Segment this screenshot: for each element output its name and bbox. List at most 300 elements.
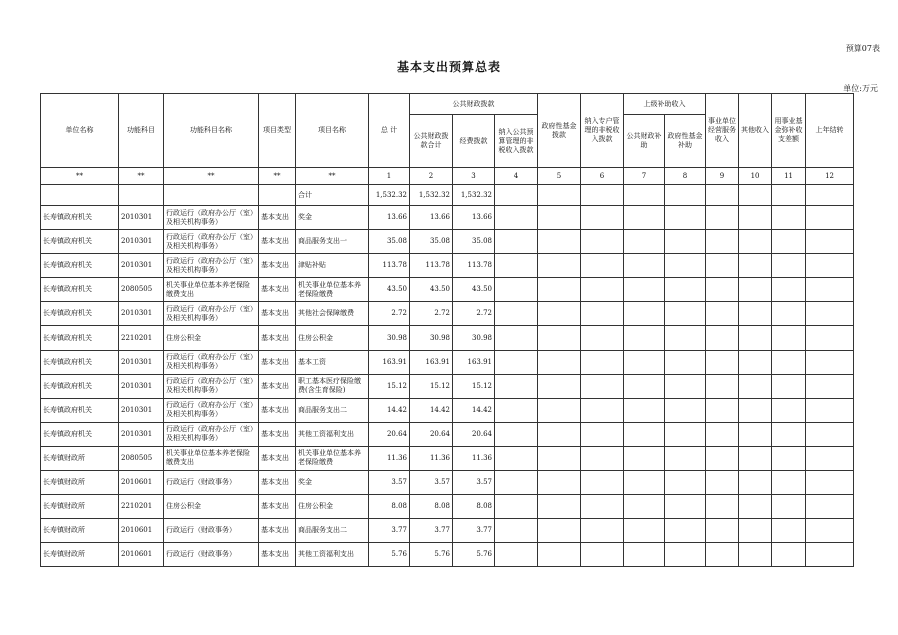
header-fund-balance: 用事业基金弥补收支差额: [772, 94, 806, 168]
row-proj-type: 基本支出: [259, 206, 296, 230]
index-cell: 12: [806, 168, 854, 185]
empty-cell: [624, 278, 665, 302]
row-pf-total: 43.50: [410, 278, 453, 302]
row-func-code: 2010301: [119, 206, 164, 230]
table-row: [41, 519, 854, 543]
row-func-name: 住房公积金: [164, 495, 259, 519]
row-unit: 长寿镇政府机关: [41, 302, 119, 326]
empty-cell: [739, 302, 772, 326]
row-func-code: 2010301: [119, 302, 164, 326]
table-row: [41, 206, 854, 230]
empty-cell: [665, 230, 706, 254]
empty-cell: [772, 398, 806, 422]
empty-cell: [772, 543, 806, 567]
empty-cell: [806, 543, 854, 567]
empty-cell: [581, 495, 624, 519]
row-func-name: 行政运行（政府办公厅（室）及相关机构事务）: [164, 302, 259, 326]
empty-cell: [706, 422, 739, 446]
row-unit: 长寿镇财政所: [41, 471, 119, 495]
row-pf-total: 3.77: [410, 519, 453, 543]
row-proj-type: 基本支出: [259, 471, 296, 495]
form-number: 预算07表: [845, 44, 880, 53]
empty-cell: [665, 471, 706, 495]
row-unit: 长寿镇财政所: [41, 495, 119, 519]
row-unit: 长寿镇政府机关: [41, 206, 119, 230]
empty-cell: [538, 495, 581, 519]
empty-cell: [706, 374, 739, 398]
table-row: [41, 422, 854, 446]
index-cell: 7: [624, 168, 665, 185]
empty-cell: [495, 495, 538, 519]
table-row: [41, 326, 854, 350]
empty-cell: [739, 254, 772, 278]
empty-cell: [624, 398, 665, 422]
empty-cell: [772, 254, 806, 278]
empty-cell: [624, 350, 665, 374]
budget-table: [40, 93, 854, 567]
row-proj-name: 其他社会保障缴费: [296, 302, 369, 326]
empty-cell: [739, 398, 772, 422]
header-gov-fund: 政府性基金拨款: [538, 94, 581, 168]
row-total: 13.66: [369, 206, 410, 230]
row-proj-type: 基本支出: [259, 350, 296, 374]
row-pf-funds: 30.98: [453, 326, 495, 350]
empty-cell: [739, 350, 772, 374]
row-proj-type: 基本支出: [259, 446, 296, 470]
empty-cell: [495, 398, 538, 422]
empty-cell: [581, 350, 624, 374]
row-func-code: 2010301: [119, 422, 164, 446]
empty-cell: [581, 278, 624, 302]
row-proj-type: 基本支出: [259, 495, 296, 519]
table-row: [41, 278, 854, 302]
index-cell: **: [164, 168, 259, 185]
row-unit: 长寿镇财政所: [41, 446, 119, 470]
row-proj-name: 住房公积金: [296, 326, 369, 350]
empty-cell: [538, 326, 581, 350]
row-proj-name: 奖金: [296, 206, 369, 230]
row-func-code: 2010601: [119, 543, 164, 567]
summary-empty-cell: [706, 185, 739, 206]
empty-cell: [706, 446, 739, 470]
row-unit: 长寿镇政府机关: [41, 230, 119, 254]
empty-cell: [739, 326, 772, 350]
empty-cell: [739, 278, 772, 302]
row-pf-total: 15.12: [410, 374, 453, 398]
summary-pf-funds: 1,532.32: [453, 185, 495, 206]
empty-cell: [495, 230, 538, 254]
row-pf-total: 11.36: [410, 446, 453, 470]
row-func-name: 行政运行（政府办公厅（室）及相关机构事务）: [164, 398, 259, 422]
empty-cell: [538, 398, 581, 422]
row-total: 11.36: [369, 446, 410, 470]
index-cell: 10: [739, 168, 772, 185]
empty-cell: [739, 495, 772, 519]
row-proj-name: 其他工资福利支出: [296, 422, 369, 446]
summary-label: 合计: [296, 185, 369, 206]
header-last-year: 上年结转: [806, 94, 854, 168]
row-unit: 长寿镇财政所: [41, 543, 119, 567]
table-row: [41, 230, 854, 254]
empty-cell: [624, 543, 665, 567]
empty-cell: [739, 422, 772, 446]
row-pf-total: 113.78: [410, 254, 453, 278]
row-func-name: 行政运行（财政事务）: [164, 471, 259, 495]
index-cell: **: [296, 168, 369, 185]
row-pf-funds: 8.08: [453, 495, 495, 519]
row-func-code: 2010301: [119, 254, 164, 278]
row-pf-total: 35.08: [410, 230, 453, 254]
index-cell: **: [119, 168, 164, 185]
row-proj-name: 商品服务支出二: [296, 398, 369, 422]
empty-cell: [624, 422, 665, 446]
row-pf-funds: 3.77: [453, 519, 495, 543]
header-proj-type: 项目类型: [259, 94, 296, 168]
row-total: 3.77: [369, 519, 410, 543]
empty-cell: [739, 519, 772, 543]
empty-cell: [706, 471, 739, 495]
empty-cell: [581, 230, 624, 254]
empty-cell: [624, 519, 665, 543]
header-pf-funds: 经费拨款: [453, 115, 495, 168]
table-row: [41, 398, 854, 422]
row-proj-name: 其他工资福利支出: [296, 543, 369, 567]
empty-cell: [739, 206, 772, 230]
row-unit: 长寿镇政府机关: [41, 422, 119, 446]
row-func-name: 行政运行（政府办公厅（室）及相关机构事务）: [164, 254, 259, 278]
summary-empty-cell: [806, 185, 854, 206]
empty-cell: [806, 302, 854, 326]
empty-cell: [772, 350, 806, 374]
row-proj-name: 商品服务支出一: [296, 230, 369, 254]
header-public-fiscal: 公共财政拨款: [410, 94, 538, 115]
row-total: 30.98: [369, 326, 410, 350]
empty-cell: [538, 230, 581, 254]
summary-empty-cell: [538, 185, 581, 206]
row-pf-funds: 15.12: [453, 374, 495, 398]
row-func-code: 2080505: [119, 278, 164, 302]
empty-cell: [581, 302, 624, 326]
empty-cell: [581, 254, 624, 278]
empty-cell: [706, 326, 739, 350]
empty-cell: [806, 374, 854, 398]
empty-cell: [806, 495, 854, 519]
row-proj-type: 基本支出: [259, 519, 296, 543]
empty-cell: [581, 326, 624, 350]
row-total: 20.64: [369, 422, 410, 446]
empty-cell: [495, 446, 538, 470]
empty-cell: [806, 471, 854, 495]
index-cell: 11: [772, 168, 806, 185]
row-func-name: 机关事业单位基本养老保险缴费支出: [164, 278, 259, 302]
page-title: 基本支出预算总表: [396, 60, 501, 74]
empty-cell: [538, 446, 581, 470]
index-cell: 8: [665, 168, 706, 185]
empty-cell: [806, 350, 854, 374]
empty-cell: [706, 543, 739, 567]
empty-cell: [665, 326, 706, 350]
row-proj-name: 奖金: [296, 471, 369, 495]
summary-type: [259, 185, 296, 206]
row-proj-name: 职工基本医疗保险缴费(含生育保险): [296, 374, 369, 398]
empty-cell: [624, 374, 665, 398]
empty-cell: [665, 278, 706, 302]
row-proj-type: 基本支出: [259, 302, 296, 326]
row-func-code: 2010301: [119, 374, 164, 398]
empty-cell: [806, 326, 854, 350]
row-func-name: 行政运行（财政事务）: [164, 519, 259, 543]
empty-cell: [624, 254, 665, 278]
row-func-name: 行政运行（政府办公厅（室）及相关机构事务）: [164, 206, 259, 230]
row-pf-funds: 5.76: [453, 543, 495, 567]
index-cell: 1: [369, 168, 410, 185]
empty-cell: [665, 350, 706, 374]
row-proj-name: 机关事业单位基本养老保险缴费: [296, 278, 369, 302]
index-cell: 3: [453, 168, 495, 185]
row-pf-total: 3.57: [410, 471, 453, 495]
empty-cell: [624, 302, 665, 326]
empty-cell: [665, 206, 706, 230]
empty-cell: [739, 446, 772, 470]
empty-cell: [806, 398, 854, 422]
row-pf-total: 13.66: [410, 206, 453, 230]
empty-cell: [806, 278, 854, 302]
row-total: 43.50: [369, 278, 410, 302]
empty-cell: [624, 326, 665, 350]
row-unit: 长寿镇政府机关: [41, 398, 119, 422]
row-func-code: 2080505: [119, 446, 164, 470]
empty-cell: [772, 422, 806, 446]
empty-cell: [538, 302, 581, 326]
empty-cell: [772, 326, 806, 350]
empty-cell: [772, 230, 806, 254]
empty-cell: [495, 519, 538, 543]
empty-cell: [581, 398, 624, 422]
row-func-code: 2010601: [119, 471, 164, 495]
row-pf-funds: 163.91: [453, 350, 495, 374]
row-proj-name: 基本工资: [296, 350, 369, 374]
row-func-name: 行政运行（政府办公厅（室）及相关机构事务）: [164, 374, 259, 398]
row-total: 15.12: [369, 374, 410, 398]
index-cell: **: [259, 168, 296, 185]
empty-cell: [624, 495, 665, 519]
summary-func: [164, 185, 259, 206]
empty-cell: [806, 254, 854, 278]
empty-cell: [624, 206, 665, 230]
index-cell: 6: [581, 168, 624, 185]
empty-cell: [538, 422, 581, 446]
row-proj-type: 基本支出: [259, 254, 296, 278]
header-sup-gov-fund: 政府性基金补助: [665, 115, 706, 168]
empty-cell: [806, 446, 854, 470]
row-func-code: 2210201: [119, 326, 164, 350]
row-func-code: 2210201: [119, 495, 164, 519]
row-pf-funds: 2.72: [453, 302, 495, 326]
row-total: 113.78: [369, 254, 410, 278]
header-func-name: 功能科目名称: [164, 94, 259, 168]
table-row: [41, 302, 854, 326]
index-row: [41, 168, 854, 185]
summary-empty-cell: [581, 185, 624, 206]
empty-cell: [772, 278, 806, 302]
empty-cell: [772, 471, 806, 495]
summary-empty-cell: [665, 185, 706, 206]
table-row: [41, 446, 854, 470]
empty-cell: [772, 446, 806, 470]
empty-cell: [538, 519, 581, 543]
row-proj-name: 津贴补贴: [296, 254, 369, 278]
row-pf-total: 5.76: [410, 543, 453, 567]
empty-cell: [706, 302, 739, 326]
row-total: 14.42: [369, 398, 410, 422]
empty-cell: [495, 350, 538, 374]
row-pf-funds: 113.78: [453, 254, 495, 278]
index-cell: 5: [538, 168, 581, 185]
index-cell: 2: [410, 168, 453, 185]
row-unit: 长寿镇财政所: [41, 519, 119, 543]
empty-cell: [665, 495, 706, 519]
summary-empty-cell: [739, 185, 772, 206]
empty-cell: [706, 230, 739, 254]
empty-cell: [581, 471, 624, 495]
empty-cell: [538, 254, 581, 278]
row-proj-type: 基本支出: [259, 374, 296, 398]
row-unit: 长寿镇政府机关: [41, 254, 119, 278]
empty-cell: [581, 206, 624, 230]
empty-cell: [665, 254, 706, 278]
empty-cell: [538, 374, 581, 398]
index-cell: 4: [495, 168, 538, 185]
header-other-income: 其他收入: [739, 94, 772, 168]
empty-cell: [739, 471, 772, 495]
empty-cell: [806, 230, 854, 254]
empty-cell: [706, 519, 739, 543]
empty-cell: [772, 206, 806, 230]
header-proj-name: 项目名称: [296, 94, 369, 168]
row-total: 2.72: [369, 302, 410, 326]
header-business-income: 事业单位经营服务收入: [706, 94, 739, 168]
empty-cell: [665, 302, 706, 326]
empty-cell: [581, 374, 624, 398]
row-pf-total: 163.91: [410, 350, 453, 374]
row-unit: 长寿镇政府机关: [41, 350, 119, 374]
empty-cell: [495, 302, 538, 326]
table-row: [41, 495, 854, 519]
table-row: [41, 374, 854, 398]
row-total: 5.76: [369, 543, 410, 567]
row-proj-type: 基本支出: [259, 422, 296, 446]
empty-cell: [495, 326, 538, 350]
empty-cell: [538, 206, 581, 230]
header-sup-public: 公共财政补助: [624, 115, 665, 168]
empty-cell: [581, 519, 624, 543]
row-func-code: 2010301: [119, 398, 164, 422]
empty-cell: [665, 398, 706, 422]
empty-cell: [495, 206, 538, 230]
row-pf-total: 2.72: [410, 302, 453, 326]
row-proj-name: 机关事业单位基本养老保险缴费: [296, 446, 369, 470]
header-row-1: [41, 94, 854, 115]
summary-code: [119, 185, 164, 206]
header-total: 总 计: [369, 94, 410, 168]
header-pf-budget-mgmt: 纳入公共预算管理的非税收入拨款: [495, 115, 538, 168]
empty-cell: [495, 422, 538, 446]
empty-cell: [772, 495, 806, 519]
summary-empty-cell: [772, 185, 806, 206]
empty-cell: [706, 254, 739, 278]
header-unit-name: 单位名称: [41, 94, 119, 168]
header-superior-subsidy: 上级补助收入: [624, 94, 706, 115]
index-cell: **: [41, 168, 119, 185]
empty-cell: [706, 398, 739, 422]
row-pf-total: 8.08: [410, 495, 453, 519]
empty-cell: [739, 230, 772, 254]
row-func-name: 住房公积金: [164, 326, 259, 350]
empty-cell: [806, 422, 854, 446]
header-special-account: 纳入专户管理的非税收入拨款: [581, 94, 624, 168]
empty-cell: [806, 519, 854, 543]
header-pf-total: 公共财政拨款合计: [410, 115, 453, 168]
empty-cell: [538, 350, 581, 374]
empty-cell: [772, 374, 806, 398]
header-func-code: 功能科目: [119, 94, 164, 168]
row-proj-type: 基本支出: [259, 326, 296, 350]
empty-cell: [495, 278, 538, 302]
empty-cell: [706, 495, 739, 519]
table-row: [41, 350, 854, 374]
empty-cell: [495, 471, 538, 495]
row-pf-funds: 14.42: [453, 398, 495, 422]
row-unit: 长寿镇政府机关: [41, 326, 119, 350]
row-func-name: 行政运行（政府办公厅（室）及相关机构事务）: [164, 422, 259, 446]
row-pf-funds: 13.66: [453, 206, 495, 230]
empty-cell: [624, 230, 665, 254]
row-func-name: 行政运行（财政事务）: [164, 543, 259, 567]
row-pf-funds: 11.36: [453, 446, 495, 470]
row-func-code: 2010301: [119, 350, 164, 374]
empty-cell: [581, 543, 624, 567]
empty-cell: [739, 543, 772, 567]
summary-empty-cell: [624, 185, 665, 206]
row-pf-funds: 35.08: [453, 230, 495, 254]
summary-unit: [41, 185, 119, 206]
unit-label: 单位:万元: [843, 84, 878, 93]
empty-cell: [538, 543, 581, 567]
row-pf-funds: 43.50: [453, 278, 495, 302]
row-proj-type: 基本支出: [259, 398, 296, 422]
empty-cell: [665, 446, 706, 470]
empty-cell: [772, 302, 806, 326]
summary-total: 1,532.32: [369, 185, 410, 206]
empty-cell: [538, 278, 581, 302]
empty-cell: [806, 206, 854, 230]
empty-cell: [624, 471, 665, 495]
row-func-name: 机关事业单位基本养老保险缴费支出: [164, 446, 259, 470]
empty-cell: [665, 543, 706, 567]
row-proj-type: 基本支出: [259, 543, 296, 567]
row-pf-funds: 20.64: [453, 422, 495, 446]
summary-empty-cell: [495, 185, 538, 206]
empty-cell: [739, 374, 772, 398]
table-row: [41, 471, 854, 495]
row-proj-name: 商品服务支出二: [296, 519, 369, 543]
row-proj-type: 基本支出: [259, 278, 296, 302]
row-func-name: 行政运行（政府办公厅（室）及相关机构事务）: [164, 230, 259, 254]
row-unit: 长寿镇政府机关: [41, 374, 119, 398]
row-pf-total: 14.42: [410, 398, 453, 422]
empty-cell: [581, 422, 624, 446]
row-proj-name: 住房公积金: [296, 495, 369, 519]
